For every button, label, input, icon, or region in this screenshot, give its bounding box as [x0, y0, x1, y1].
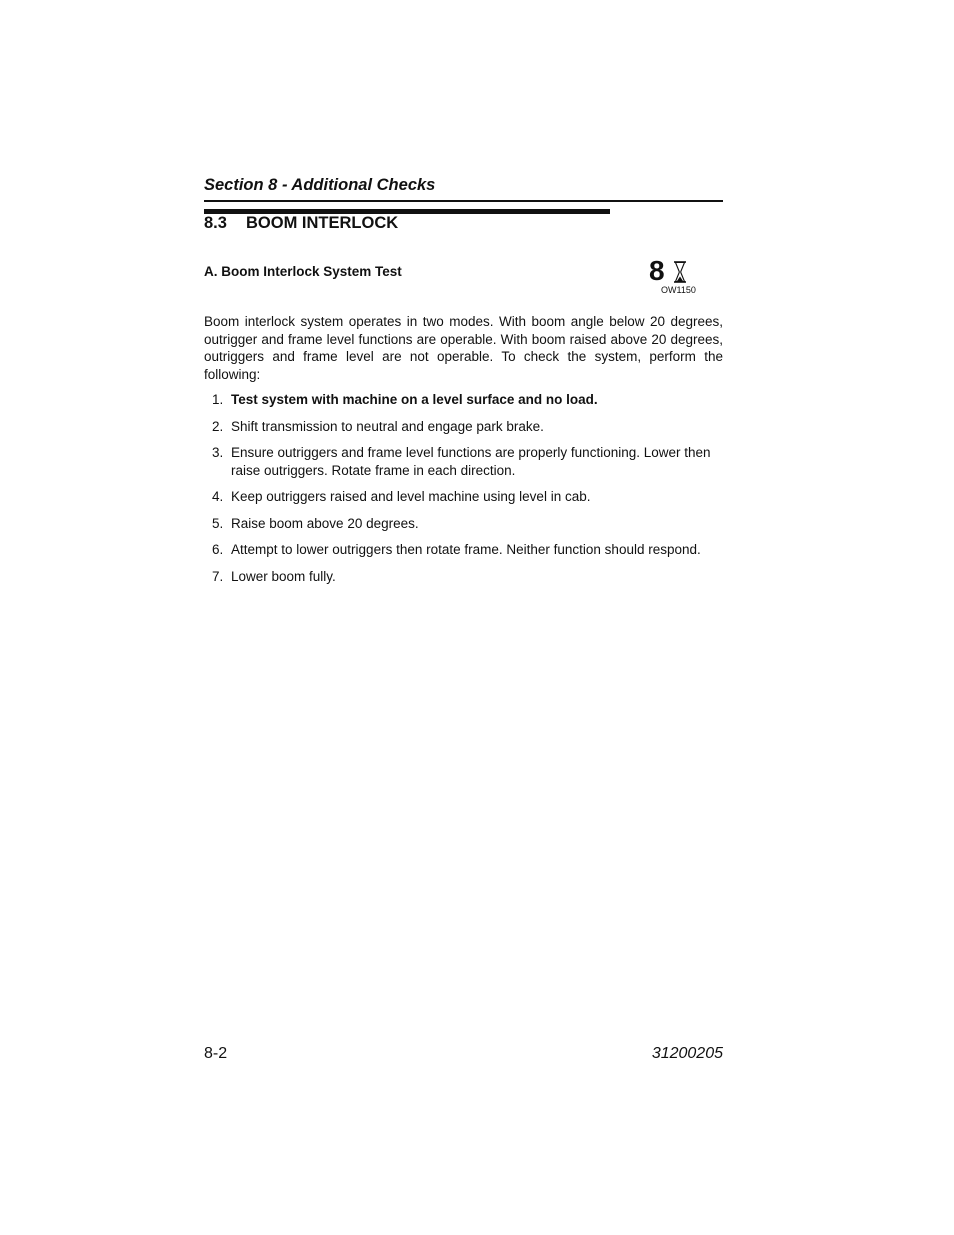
step-list [204, 391, 723, 594]
step-text: Shift transmission to neutral and engage park brake. [231, 418, 544, 434]
section-header: Section 8 - Additional Checks [204, 176, 436, 194]
step-number: 4. [212, 489, 224, 504]
list-item [204, 568, 723, 586]
step-number: 5. [212, 515, 224, 531]
list-item [204, 391, 723, 409]
step-number: 1. [212, 392, 224, 407]
step-number: 7. [212, 568, 224, 584]
list-item [204, 418, 723, 436]
section-title-text: BOOM INTERLOCK [246, 214, 399, 232]
intro-paragraph: Boom interlock system operates in two modes. With boom angle below 20 degrees, outrigger and frame level functions are operable. With boom raised above 20 degrees, outriggers and frame level are not operable. To check the system, perform the following: [204, 314, 723, 382]
step-number: 2. [212, 418, 224, 434]
header-rule [204, 200, 723, 202]
step-text: Ensure outriggers and frame level functions are properly functioning. Lower then raise outriggers. Rotate frame in each direction. [231, 445, 711, 478]
interval-digit: 8 [649, 255, 665, 286]
step-number: 6. [212, 542, 224, 557]
symbol-caption: OW1150 [661, 285, 696, 295]
section-number: 8.3 [204, 214, 227, 232]
list-item [204, 515, 723, 533]
step-text: Test system with machine on a level surface and no load. [231, 392, 598, 407]
step-text: Lower boom fully. [231, 568, 336, 584]
document-number: 31200205 [651, 1045, 723, 1062]
page-number: 8-2 [204, 1045, 228, 1062]
hourglass-icon [673, 261, 687, 283]
step-text: Raise boom above 20 degrees. [231, 515, 419, 531]
step-number: 3. [212, 445, 224, 460]
step-text: Attempt to lower outriggers then rotate frame. Neither function should respond. [231, 542, 701, 557]
list-item [204, 444, 723, 479]
step-text: Keep outriggers raised and level machine using level in cab. [231, 489, 591, 504]
list-item [204, 541, 723, 559]
interval-symbol [649, 254, 705, 298]
section-title [204, 214, 398, 233]
subsection-title: A. Boom Interlock System Test [204, 264, 402, 279]
list-item [204, 488, 723, 506]
